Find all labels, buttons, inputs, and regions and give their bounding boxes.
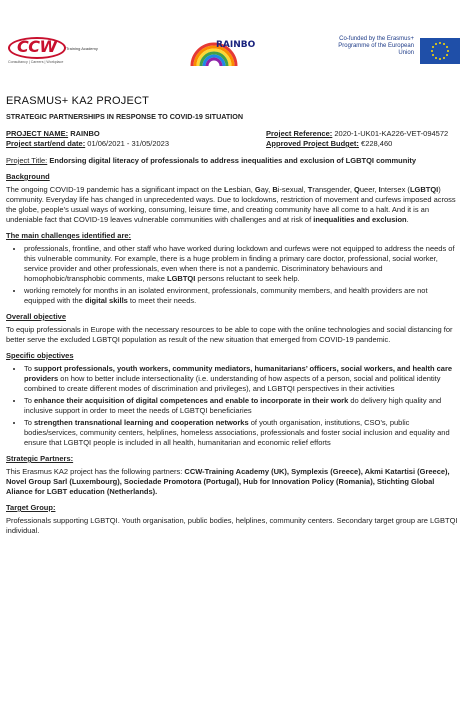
background-heading: Background [6,172,50,181]
target-group-text: Professionals supporting LGBTQI. Youth organisation, public bodies, helplines, community centers. Secondary target group are LGBTQI individual. [6,516,458,535]
list-item: • working remotely for months in an isolated environment, professionals, community members, and health providers are not equipped with the digital skills to meet their needs. [24,286,458,306]
background-text: The ongoing COVID-19 pandemic has a significant impact on the Lesbian, Gay, Bi-sexual, Transgender, Queer, Intersex (LGBTQI) community. Everyday life has changed in unprecedented ways. Due to lockdowns, restriction of movement and curfews imposed across the globe, people’s usual ways of working, consuming, leisure time, and creating community have all come to a halt. And it is an undeniable fact that COVID-19 leaves vulnerable communities with challenges and at risk of inequalities and exclusion. [6,185,456,224]
project-budget: Approved Project Budget: €228,460 [266,139,393,148]
document-body [6,96,458,539]
ccw-tagline: Training Academy [66,46,98,51]
ccw-subline: Consultancy | Careers | Workplace [8,60,64,64]
partners-heading: Strategic Partners: [6,454,74,463]
list-item: • To support professionals, youth workers, community mediators, humanitarians’ officers, social workers, and health care providers on how to better include intersectionality (i.e. understanding of how aspects of a person, social and political identity combined to create different modes of discrimination and privileges), and LGBTQI perspectives in their activities [24,364,458,394]
rainbo-logo-text: RAINBO [216,40,256,50]
rainbo-logo [186,26,270,74]
partners-text: This Erasmus KA2 project has the following partners: CCW-Training Academy (UK), Symplexis (Greece), Akmi Katartisi (Greece), Novel Group Sarl (Luxembourg), Sociedade Promotora (Portugal), Hub for Innovation Policy (Romania), Stichting Global Aliance for LGBT education (Netherlands). [6,467,450,496]
eu-funding-text: Co-funded by the Erasmus+ Programme of the European Union [338,36,414,56]
ccw-logo-text: CCW [17,37,57,56]
meta-row-2 [6,139,458,149]
ccw-logo [8,35,98,65]
overall-objective-heading: Overall objective [6,312,67,321]
challenges-heading: The main challenges identified are: [6,231,132,240]
page-subtitle: STRATEGIC PARTNERSHIPS IN RESPONSE TO COVID-19 SITUATION [6,112,244,121]
list-item: • To enhance their acquisition of digital competences and enable to incorporate in their work do delivery high quality and inclusive support in order to meet the needs of LGBTQI beneficiaries [24,396,458,416]
eu-flag-icon [420,38,460,64]
project-title: Project Title: Endorsing digital literacy of professionals to address inequalities and exclusion of LGBTQI community [6,156,417,165]
meta-row-1 [6,129,458,139]
list-item: • To strengthen transnational learning and cooperation networks of youth organisation, institutions, CSO’s, public bodies/services, community centers, helplines, homeless associations, professionals and foster social inclusion and equality and ensure that LGBTQI people is included in all health, humanitarian and economic relief efforts [24,418,458,448]
project-reference: Project Reference: 2020-1-UK01-KA226-VET-094572 [266,129,449,138]
page-title: ERASMUS+ KA2 PROJECT [6,95,150,107]
specific-objectives-list [6,364,458,448]
target-group-heading: Target Group: [6,503,56,512]
challenges-list [6,244,458,306]
eu-funding-badge [332,36,464,66]
list-item: • professionals, frontline, and other staff who have worked during lockdown and curfews were not equipped to address the needs of this vulnerable community. For example, there is a huge problem in finding a primary care doctor, professional, social worker, service provider and other professionals, even when there is not a pandemic. Discriminatory behaviours and homophobic/transphobic comments, make LGBTQI persons reluctant to seek help. [24,244,458,284]
rainbow-icon [186,26,270,74]
project-dates: Project start/end date: 01/06/2021 - 31/05/2023 [6,139,170,148]
project-name: PROJECT NAME: RAINBO [6,129,100,138]
overall-objective-text: To equip professionals in Europe with the necessary resources to be able to cope with the online technologies and social distancing for better serve the excluded LGBTQI population as result of the new situation that emerged from COVID-19 pandemic. [6,325,453,344]
page-header [0,0,467,92]
specific-objectives-heading: Specific objectives [6,351,74,360]
